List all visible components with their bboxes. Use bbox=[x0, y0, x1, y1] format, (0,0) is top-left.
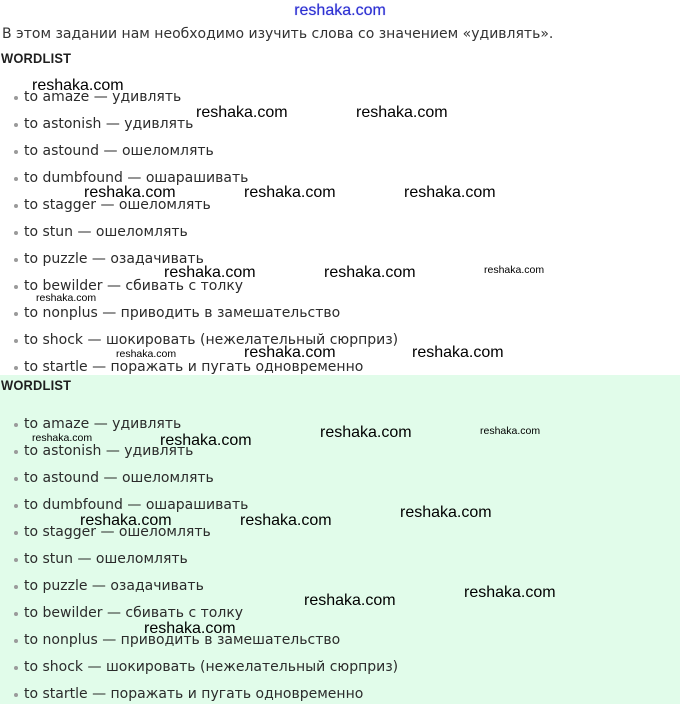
wordlist-section-1 bbox=[0, 48, 680, 375]
bullet-icon bbox=[14, 231, 18, 235]
site-header bbox=[0, 0, 680, 24]
watermark-text: reshaka.com bbox=[304, 592, 396, 609]
word-entry: to astound — ошеломлять bbox=[24, 470, 214, 486]
watermark-text: reshaka.com bbox=[32, 77, 124, 94]
word-entry: to astonish — удивлять bbox=[24, 116, 194, 132]
watermark-text: reshaka.com bbox=[32, 432, 93, 444]
watermark-text: reshaka.com bbox=[412, 344, 504, 361]
intro-text: В этом задании нам необходимо изучить слова со значением «удивлять». bbox=[2, 26, 554, 42]
watermark-text: reshaka.com bbox=[160, 432, 252, 449]
bullet-icon bbox=[14, 639, 18, 643]
word-entry: to startle — поражать и пугать одновременно bbox=[24, 359, 364, 375]
bullet-icon bbox=[14, 285, 18, 289]
word-entry: to shock — шокировать (нежелательный сюрприз) bbox=[24, 659, 399, 675]
bullet-icon bbox=[14, 477, 18, 481]
bullet-icon bbox=[14, 96, 18, 100]
bullet-icon bbox=[14, 366, 18, 370]
watermark-text: reshaka.com bbox=[116, 348, 177, 360]
word-entry: to astound — ошеломлять bbox=[24, 143, 214, 159]
bullet-icon bbox=[14, 666, 18, 670]
site-logo-link[interactable]: reshaka.com bbox=[294, 2, 386, 19]
watermark-text: reshaka.com bbox=[400, 504, 492, 521]
word-entry: to amaze — удивлять bbox=[24, 416, 182, 432]
bullet-icon bbox=[14, 204, 18, 208]
bullet-icon bbox=[14, 123, 18, 127]
bullet-icon bbox=[14, 150, 18, 154]
word-entry: to stun — ошеломлять bbox=[24, 551, 188, 567]
bullet-icon bbox=[14, 585, 18, 589]
word-entry: to stagger — ошеломлять bbox=[24, 524, 211, 540]
word-entry: to stagger — ошеломлять bbox=[24, 197, 211, 213]
word-entry: to nonplus — приводить в замешательство bbox=[24, 632, 341, 648]
bullet-icon bbox=[14, 258, 18, 262]
watermark-text: reshaka.com bbox=[144, 620, 236, 637]
watermark-text: reshaka.com bbox=[324, 264, 416, 281]
watermark-text: reshaka.com bbox=[36, 292, 97, 304]
bullet-icon bbox=[14, 339, 18, 343]
watermark-text: reshaka.com bbox=[484, 264, 545, 276]
word-entry: to puzzle — озадачивать bbox=[24, 578, 204, 594]
word-entry: to amaze — удивлять bbox=[24, 89, 182, 105]
watermark-text: reshaka.com bbox=[404, 184, 496, 201]
watermark-text: reshaka.com bbox=[80, 512, 172, 529]
bullet-icon bbox=[14, 504, 18, 508]
word-entry: to nonplus — приводить в замешательство bbox=[24, 305, 341, 321]
word-entry: to dumbfound — ошарашивать bbox=[24, 170, 249, 186]
watermark-text: reshaka.com bbox=[240, 512, 332, 529]
watermark-text: reshaka.com bbox=[196, 104, 288, 121]
bullet-icon bbox=[14, 531, 18, 535]
word-entry: to astonish — удивлять bbox=[24, 443, 194, 459]
word-entry: to bewilder — сбивать с толку bbox=[24, 605, 244, 621]
bullet-icon bbox=[14, 423, 18, 427]
watermark-text: reshaka.com bbox=[320, 424, 412, 441]
word-entry: to dumbfound — ошарашивать bbox=[24, 497, 249, 513]
watermark-text: reshaka.com bbox=[164, 264, 256, 281]
bullet-icon bbox=[14, 693, 18, 697]
wordlist-heading: WORDLIST bbox=[1, 50, 72, 66]
bullet-icon bbox=[14, 612, 18, 616]
bullet-icon bbox=[14, 177, 18, 181]
watermark-text: reshaka.com bbox=[464, 584, 556, 601]
bullet-icon bbox=[14, 558, 18, 562]
word-entry: to stun — ошеломлять bbox=[24, 224, 188, 240]
word-entry: to startle — поражать и пугать одновременно bbox=[24, 686, 364, 702]
watermark-text: reshaka.com bbox=[244, 344, 336, 361]
watermark-text: reshaka.com bbox=[480, 425, 541, 437]
word-entry: to bewilder — сбивать с толку bbox=[24, 278, 244, 294]
word-entry: to puzzle — озадачивать bbox=[24, 251, 204, 267]
wordlist-heading: WORDLIST bbox=[1, 377, 72, 393]
bullet-icon bbox=[14, 312, 18, 316]
watermark-text: reshaka.com bbox=[244, 184, 336, 201]
watermark-text: reshaka.com bbox=[84, 184, 176, 201]
watermark-text: reshaka.com bbox=[356, 104, 448, 121]
word-entry: to shock — шокировать (нежелательный сюрприз) bbox=[24, 332, 399, 348]
bullet-icon bbox=[14, 450, 18, 454]
